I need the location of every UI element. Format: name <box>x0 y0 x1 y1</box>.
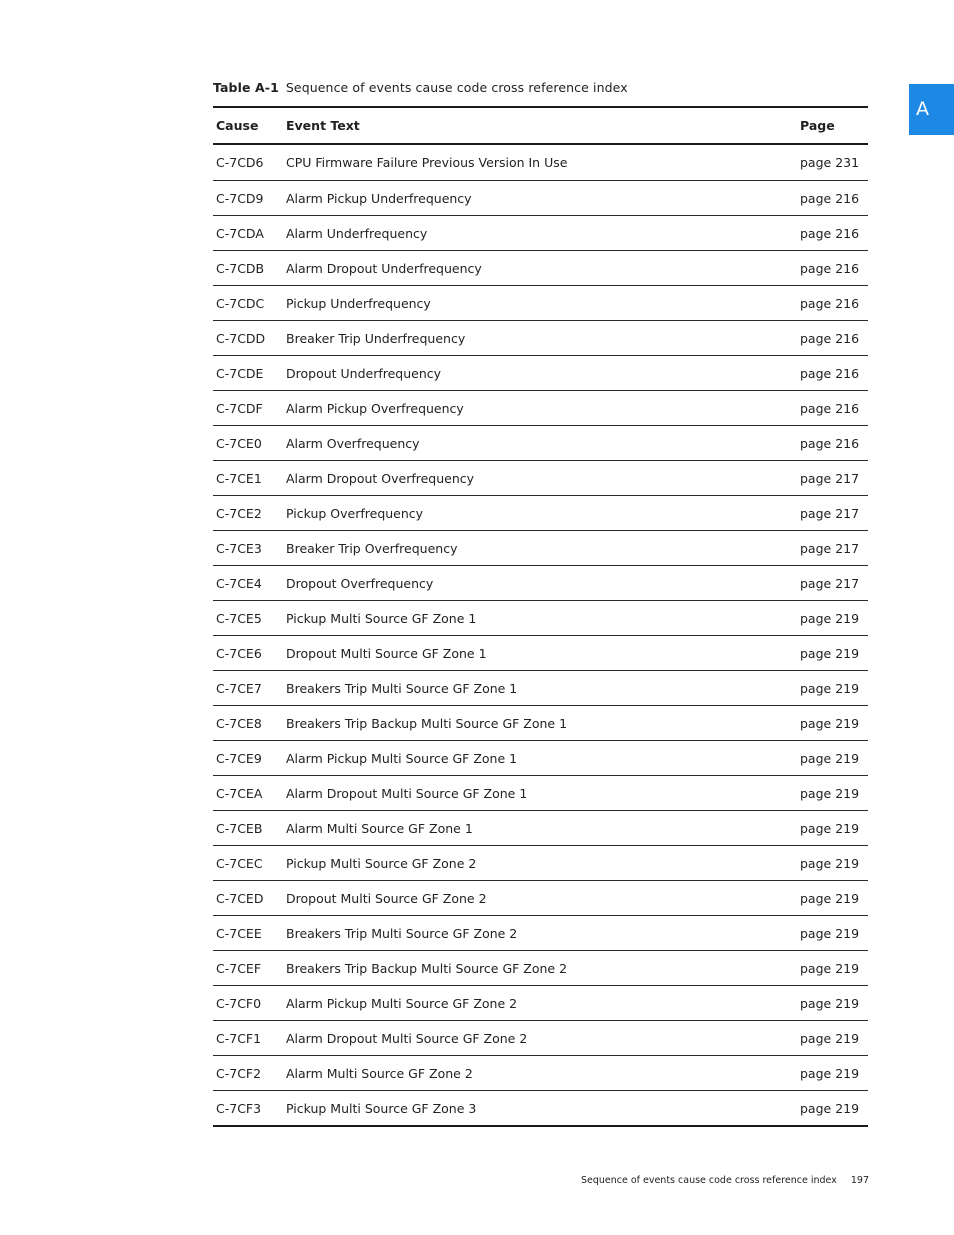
event-text-cell: Breakers Trip Backup Multi Source GF Zone 1 <box>286 715 568 731</box>
cause-cell: C-7CF3 <box>216 1100 262 1116</box>
page-cell: page 219 <box>800 925 860 941</box>
table-row <box>213 530 868 565</box>
page-cell: page 219 <box>800 1030 860 1046</box>
table-row <box>213 775 868 810</box>
event-text-cell: Breakers Trip Multi Source GF Zone 1 <box>286 680 518 696</box>
table-row <box>213 810 868 845</box>
event-text-cell: Alarm Dropout Underfrequency <box>286 260 482 276</box>
event-text-cell: Alarm Dropout Multi Source GF Zone 2 <box>286 1030 528 1046</box>
page-cell: page 216 <box>800 225 860 241</box>
event-text-cell: Alarm Pickup Underfrequency <box>286 190 472 206</box>
cause-cell: C-7CE5 <box>216 610 262 626</box>
cause-cell: C-7CF1 <box>216 1030 262 1046</box>
page-cell: page 219 <box>800 960 860 976</box>
cause-cell: C-7CED <box>216 890 264 906</box>
page-cell: page 219 <box>800 785 860 801</box>
page-cell: page 219 <box>800 610 860 626</box>
cause-cell: C-7CE4 <box>216 575 262 591</box>
event-text-cell: Breaker Trip Overfrequency <box>286 540 458 556</box>
header-event-text: Event Text <box>286 118 360 133</box>
event-text-cell: Breaker Trip Underfrequency <box>286 330 466 346</box>
page-cell: page 216 <box>800 400 860 416</box>
page-cell: page 216 <box>800 260 860 276</box>
event-text-cell: Breakers Trip Multi Source GF Zone 2 <box>286 925 518 941</box>
event-text-cell: Dropout Underfrequency <box>286 365 442 381</box>
cause-cell: C-7CD9 <box>216 190 264 206</box>
page-cell: page 216 <box>800 330 860 346</box>
table-caption <box>213 80 628 95</box>
table-row <box>213 600 868 635</box>
event-text-cell: Alarm Multi Source GF Zone 2 <box>286 1065 473 1081</box>
page-cell: page 231 <box>800 155 860 170</box>
event-text-cell: Pickup Overfrequency <box>286 505 424 521</box>
event-text-cell: Pickup Underfrequency <box>286 295 431 311</box>
table-row <box>213 180 868 215</box>
page-cell: page 219 <box>800 820 860 836</box>
cause-cell: C-7CF2 <box>216 1065 262 1081</box>
cause-cell: C-7CDB <box>216 260 265 276</box>
cause-cell: C-7CD6 <box>216 155 264 170</box>
table-row <box>213 635 868 670</box>
table-row <box>213 740 868 775</box>
cause-cell: C-7CE3 <box>216 540 262 556</box>
table-row <box>213 670 868 705</box>
table-row <box>213 880 868 915</box>
page-cell: page 217 <box>800 505 860 521</box>
page-cell: page 219 <box>800 1100 860 1116</box>
event-text-cell: Alarm Underfrequency <box>286 225 428 241</box>
table-row <box>213 320 868 355</box>
cause-cell: C-7CF0 <box>216 995 262 1011</box>
cause-cell: C-7CEA <box>216 785 263 801</box>
page-cell: page 216 <box>800 365 860 381</box>
table-row <box>213 355 868 390</box>
table-row <box>213 1090 868 1125</box>
table-row <box>213 145 868 180</box>
table-row <box>213 565 868 600</box>
table-row <box>213 285 868 320</box>
header-page: Page <box>800 118 835 133</box>
cause-cell: C-7CDD <box>216 330 266 346</box>
event-text-cell: Alarm Dropout Overfrequency <box>286 470 475 486</box>
table-row <box>213 1020 868 1055</box>
table-row <box>213 215 868 250</box>
cause-cell: C-7CE2 <box>216 505 262 521</box>
table-row <box>213 1055 868 1090</box>
event-text-cell: Alarm Dropout Multi Source GF Zone 1 <box>286 785 528 801</box>
event-text-cell: Pickup Multi Source GF Zone 2 <box>286 855 477 871</box>
page-cell: page 217 <box>800 540 860 556</box>
table-row <box>213 845 868 880</box>
table-row <box>213 460 868 495</box>
table-row <box>213 495 868 530</box>
page-cell: page 219 <box>800 855 860 871</box>
event-text-cell: CPU Firmware Failure Previous Version In Use <box>286 155 568 170</box>
cause-cell: C-7CE8 <box>216 715 262 731</box>
page-cell: page 219 <box>800 750 860 766</box>
table-body <box>213 145 868 1125</box>
cause-cell: C-7CEC <box>216 855 263 871</box>
event-text-cell: Pickup Multi Source GF Zone 1 <box>286 610 477 626</box>
table-caption-text: Sequence of events cause code cross reference index <box>285 80 628 95</box>
cause-cell: C-7CEB <box>216 820 263 836</box>
cause-cell: C-7CDE <box>216 365 264 381</box>
table-row <box>213 915 868 950</box>
cause-code-table <box>213 106 868 1127</box>
event-text-cell: Alarm Overfrequency <box>286 435 420 451</box>
page-cell: page 217 <box>800 575 860 591</box>
page-cell: page 216 <box>800 190 860 206</box>
cause-cell: C-7CEF <box>216 960 262 976</box>
table-row <box>213 950 868 985</box>
cause-cell: C-7CE6 <box>216 645 262 661</box>
event-text-cell: Alarm Pickup Multi Source GF Zone 1 <box>286 750 518 766</box>
table-caption-label: Table A-1 <box>213 80 279 95</box>
table-row <box>213 985 868 1020</box>
page-cell: page 219 <box>800 645 860 661</box>
page-cell: page 219 <box>800 1065 860 1081</box>
footer-title: Sequence of events cause code cross reference index <box>580 1175 837 1186</box>
table-header-row <box>213 108 868 145</box>
cause-cell: C-7CEE <box>216 925 262 941</box>
table-row <box>213 390 868 425</box>
event-text-cell: Dropout Multi Source GF Zone 2 <box>286 890 487 906</box>
event-text-cell: Pickup Multi Source GF Zone 3 <box>286 1100 477 1116</box>
event-text-cell: Alarm Pickup Multi Source GF Zone 2 <box>286 995 518 1011</box>
cause-cell: C-7CDC <box>216 295 265 311</box>
page-cell: page 216 <box>800 435 860 451</box>
page-cell: page 219 <box>800 890 860 906</box>
page-cell: page 217 <box>800 470 860 486</box>
table-row <box>213 250 868 285</box>
event-text-cell: Dropout Multi Source GF Zone 1 <box>286 645 487 661</box>
cause-cell: C-7CE7 <box>216 680 262 696</box>
page-cell: page 219 <box>800 680 860 696</box>
page-cell: page 219 <box>800 995 860 1011</box>
table-row <box>213 425 868 460</box>
page-footer <box>581 1175 869 1186</box>
cause-cell: C-7CDF <box>216 400 263 416</box>
page-cell: page 216 <box>800 295 860 311</box>
cause-cell: C-7CE0 <box>216 435 262 451</box>
event-text-cell: Dropout Overfrequency <box>286 575 434 591</box>
page-cell: page 219 <box>800 715 860 731</box>
section-tab[interactable]: A <box>909 84 954 135</box>
header-cause: Cause <box>216 118 259 133</box>
footer-page-number: 197 <box>850 1175 869 1186</box>
cause-cell: C-7CE1 <box>216 470 262 486</box>
event-text-cell: Alarm Multi Source GF Zone 1 <box>286 820 473 836</box>
table-row <box>213 705 868 740</box>
cause-cell: C-7CDA <box>216 225 264 241</box>
event-text-cell: Breakers Trip Backup Multi Source GF Zone 2 <box>286 960 568 976</box>
event-text-cell: Alarm Pickup Overfrequency <box>286 400 464 416</box>
cause-cell: C-7CE9 <box>216 750 262 766</box>
